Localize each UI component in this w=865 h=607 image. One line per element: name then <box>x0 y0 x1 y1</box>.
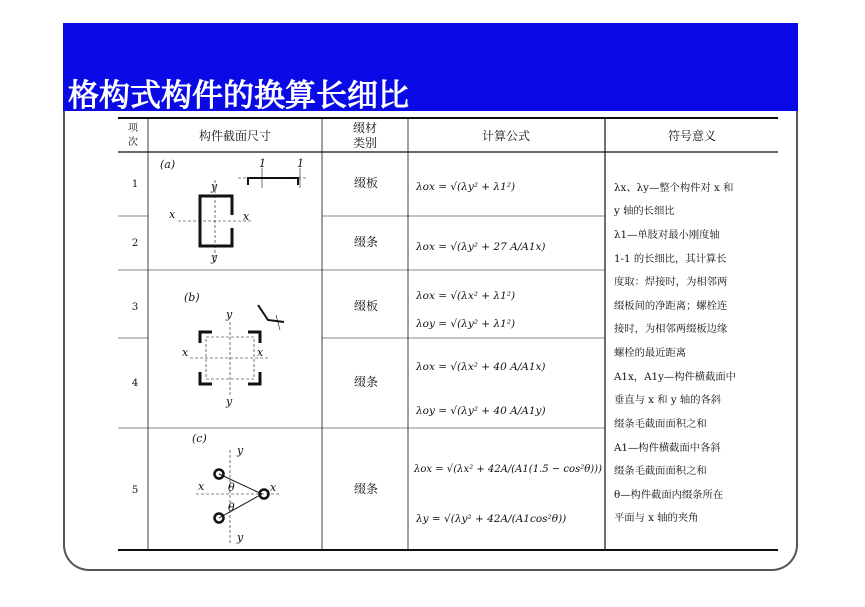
lacing-type: 缀板 <box>353 299 379 313</box>
note-line: 缀条毛截面面积之和 <box>614 465 707 477</box>
note-line: A1—构件横截面中各斜 <box>614 442 721 454</box>
formula: λox = √(λx² + 42A/(A1(1.5 − cos²θ))) <box>413 463 602 475</box>
note-line: θ—构件截面内缀条所在 <box>614 489 724 501</box>
header-index-1: 项 <box>128 123 138 134</box>
note-line: 度取：焊接时，为相邻两 <box>614 276 728 288</box>
formula: λox = √(λy² + λ1²) <box>416 181 516 193</box>
row-index: 3 <box>131 302 139 313</box>
figure-a <box>160 158 306 262</box>
formula: λoy = √(λy² + λ1²) <box>416 318 516 330</box>
header-lacing-2: 类别 <box>352 136 378 150</box>
axis-label-x: x <box>257 346 264 359</box>
figure-c <box>192 432 280 545</box>
lacing-type: 缀板 <box>353 176 379 190</box>
axis-label-y: y <box>237 531 244 544</box>
figure-b <box>184 291 284 395</box>
formula: λy = √(λy² + 42A/(A1cos²θ)) <box>416 513 567 525</box>
figure-label-b: (b) <box>184 291 200 304</box>
axis-label-1: 1 <box>259 157 266 170</box>
note-line: 螺栓的最近距离 <box>614 347 687 359</box>
slide-title: 格构式构件的换算长细比 <box>68 78 409 114</box>
note-line: 缀板间的净距离；螺栓连 <box>614 300 728 312</box>
axis-label-1: 1 <box>297 157 304 170</box>
header-lacing-1: 缀材 <box>352 121 378 135</box>
note-line: λ1—单肢对最小刚度轴 <box>614 229 720 241</box>
row-index: 4 <box>131 378 139 389</box>
figure-label-a: (a) <box>160 158 176 171</box>
note-line: λx、λy—整个构件对 x 和 <box>614 182 734 194</box>
formula: λox = √(λy² + 27 A/A1x) <box>416 241 546 253</box>
figure-label-c: (c) <box>192 432 207 445</box>
axis-label-x: x <box>243 210 250 223</box>
note-line: 1-1 的长细比，其计算长 <box>614 253 727 265</box>
angle-label-theta: θ <box>228 481 235 494</box>
note-line: 接时，为相邻两缀板边缘 <box>614 323 728 335</box>
note-line: 缀条毛截面面积之和 <box>614 418 707 430</box>
note-line: 垂直与 x 和 y 轴的各斜 <box>614 394 722 406</box>
row-index: 1 <box>131 179 139 190</box>
header-formula: 计算公式 <box>481 129 531 143</box>
axis-label-y: y <box>226 308 233 321</box>
axis-label-y: y <box>237 444 244 457</box>
header-section: 构件截面尺寸 <box>198 129 272 143</box>
lacing-type: 缀条 <box>353 235 379 249</box>
axis-label-x: x <box>182 346 189 359</box>
axis-label-x: x <box>198 480 205 493</box>
note-line: y 轴的长细比 <box>614 205 675 217</box>
axis-label-x: x <box>270 481 277 494</box>
header-notes: 符号意义 <box>667 129 717 143</box>
formula: λoy = √(λy² + 40 A/A1y) <box>416 405 546 417</box>
note-line: 平面与 x 轴的夹角 <box>614 512 699 524</box>
angle-label-theta: θ <box>228 501 235 514</box>
lacing-type: 缀条 <box>353 375 379 389</box>
formula: λox = √(λx² + λ1²) <box>416 290 516 302</box>
row-index: 5 <box>131 485 139 496</box>
axis-label-y: y <box>211 251 218 264</box>
note-line: A1x，A1y—构件横截面中 <box>614 371 736 383</box>
lacing-type: 缀条 <box>353 482 379 496</box>
header-index-2: 次 <box>128 137 138 148</box>
axis-label-y: y <box>226 395 233 408</box>
row-index: 2 <box>131 238 139 249</box>
axis-label-y: y <box>211 180 218 193</box>
formula: λox = √(λx² + 40 A/A1x) <box>416 361 546 373</box>
axis-label-x: x <box>169 208 176 221</box>
